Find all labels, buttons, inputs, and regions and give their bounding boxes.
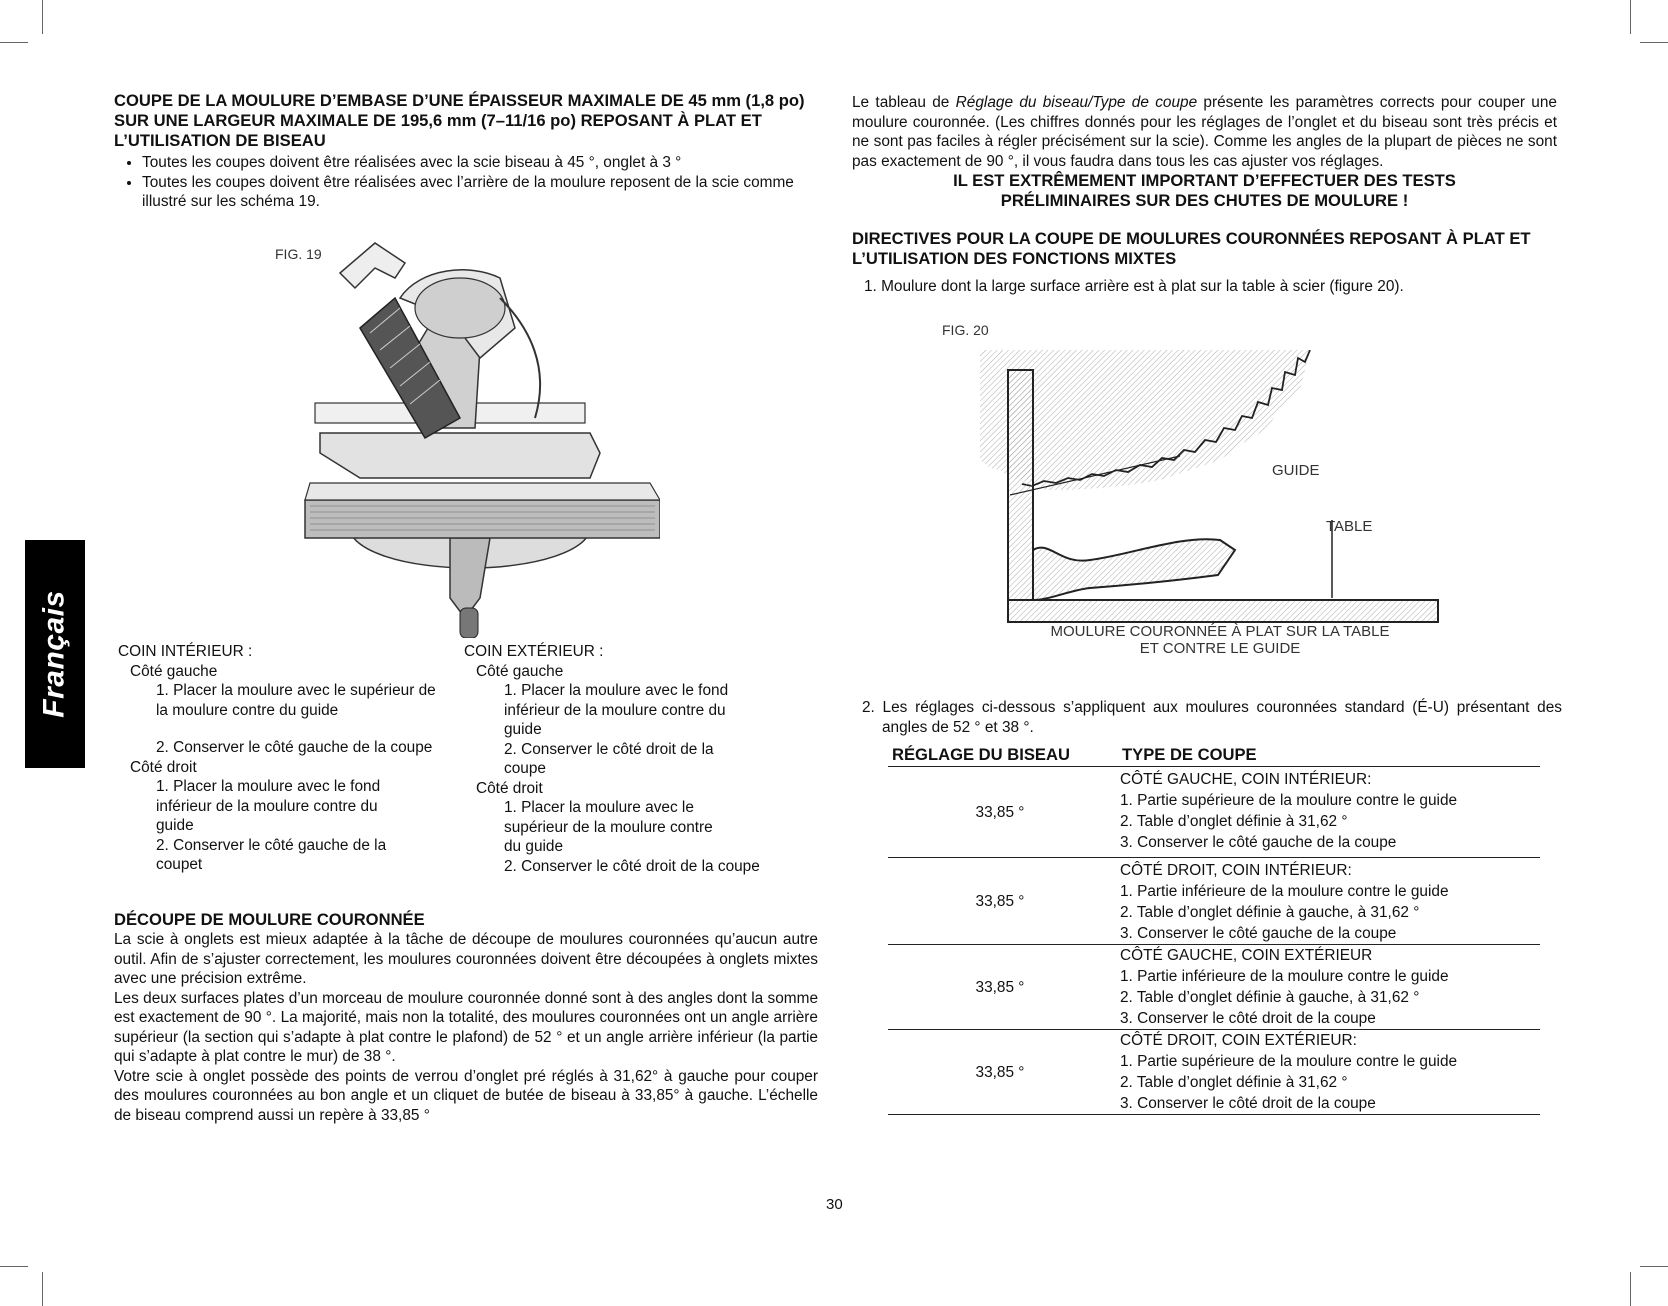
fig19-label: FIG. 19 [275, 246, 322, 262]
paragraph: Les deux surfaces plates d’un morceau de moulure couronnée donné sont à des angles dont la somme est exactement de 90 °. La majorité, mais non la totalité, des moulures couronnées ont un angle arrière supérieur (la section qui s’adapte à plat contre le plafond) de 52 ° et un angle arrière inférieur (la partie qui s’adapte à plat contre le mur) de 38 °. [114, 989, 818, 1065]
section-heading-directives: DIRECTIVES POUR LA COUPE DE MOULURES COURONNÉES REPOSANT À PLAT ET L’UTILISATION DES FONCTIONS MIXTES [852, 229, 1531, 268]
cut-step: 3. Conserver le côté droit de la coupe [1120, 1010, 1376, 1027]
cut-step: 3. Conserver le côté gauche de la coupe [1120, 925, 1397, 942]
page-number: 30 [826, 1196, 843, 1213]
step-1: 1. Moulure dont la large surface arrière est à plat sur la table à scier (figure 20). [864, 278, 1404, 295]
inner-left-side: Côté gauche [130, 662, 218, 680]
table-row [888, 858, 1540, 945]
cut-step: 1. Partie supérieure de la moulure contre le guide [1120, 792, 1458, 809]
bevel-value: 33,85 ° [888, 767, 1112, 858]
step-2: 2. Les réglages ci-dessous s’appliquent aux moulures couronnées standard (É-U) présentant des angles de 52 ° et 38 °. [862, 699, 1562, 736]
inner-corner-title: COIN INTÉRIEUR : [118, 643, 253, 660]
fig20-caption-line: MOULURE COURONNÉE À PLAT SUR LA TABLE [1050, 623, 1390, 640]
cut-title: CÔTÉ GAUCHE, COIN INTÉRIEUR: [1120, 771, 1372, 788]
cut-step: 1. Partie inférieure de la moulure contre le guide [1120, 968, 1449, 985]
inner-right-side: Côté droit [130, 758, 197, 776]
inner-left-step1: 1. Placer la moulure avec le supérieur de la moulure contre du guide [156, 682, 436, 719]
bevel-value: 33,85 ° [888, 945, 1112, 1030]
miter-saw-illustration [300, 238, 660, 638]
cut-step: 1. Partie inférieure de la moulure contre le guide [1120, 883, 1449, 900]
intro-text: Le tableau de [852, 94, 956, 111]
fig20-table-label: TABLE [1326, 518, 1373, 535]
fig20-caption-line: ET CONTRE LE GUIDE [1139, 640, 1301, 657]
cut-step: 3. Conserver le côté droit de la coupe [1120, 1095, 1376, 1112]
table-row [888, 1030, 1540, 1115]
inner-corner-list [118, 642, 448, 875]
cut-type-cell [1112, 858, 1540, 945]
cut-title: CÔTÉ DROIT, COIN INTÉRIEUR: [1120, 862, 1352, 879]
inner-right-step1: 1. Placer la moulure avec le fond inférieur de la moulure contre du guide [156, 778, 381, 834]
intro-paragraph [852, 93, 1557, 171]
crop-mark [1630, 0, 1631, 34]
section-heading-baseboard: COUPE DE LA MOULURE D’EMBASE D’UNE ÉPAISSEUR MAXIMALE DE 45 mm (1,8 po) SUR UNE LARGEUR MAXIMALE DE 195,6 mm (7–11/16 po) REPOSANT À PLAT ET L’UTILISATION DE BISEAU [114, 91, 805, 150]
cut-title: CÔTÉ DROIT, COIN EXTÉRIEUR: [1120, 1032, 1357, 1049]
cut-step: 2. Table d’onglet définie à gauche, à 31,62 ° [1120, 904, 1420, 921]
cut-step: 2. Table d’onglet définie à 31,62 ° [1120, 813, 1348, 830]
cut-title: CÔTÉ GAUCHE, COIN EXTÉRIEUR [1120, 947, 1373, 964]
cut-step: 2. Table d’onglet définie à 31,62 ° [1120, 1074, 1348, 1091]
cut-step: 1. Partie supérieure de la moulure contre le guide [1120, 1053, 1458, 1070]
outer-left-step1: 1. Placer la moulure avec le fond inférieur de la moulure contre du guide [504, 682, 729, 738]
outer-corner-list [464, 642, 794, 876]
outer-right-step1: 1. Placer la moulure avec le supérieur de la moulure contre du guide [504, 799, 713, 855]
paragraph: Votre scie à onglet possède des points de verrou d’onglet pré réglés à 31,62° à gauche pour couper des moulures couronnées au bon angle et un cliquet de butée de biseau à 33,85° à gauche. L’échelle de biseau comprend aussi un repère à 33,85 ° [114, 1067, 818, 1124]
language-tab [25, 540, 85, 768]
crown-molding-diagram [980, 350, 1450, 630]
warning-line: IL EST EXTRÊMEMENT IMPORTANT D’EFFECTUER DES TESTS [953, 171, 1456, 190]
section-heading-crown: DÉCOUPE DE MOULURE COURONNÉE [114, 910, 425, 929]
column-header-bevel: RÉGLAGE DU BISEAU [888, 744, 1112, 767]
bullet-list [114, 153, 818, 212]
bevel-value: 33,85 ° [888, 858, 1112, 945]
table-row [888, 767, 1540, 858]
cut-type-cell [1112, 1030, 1540, 1115]
outer-left-step2: 2. Conserver le côté droit de la coupe [504, 740, 714, 777]
bullet-item: • Toutes les coupes doivent être réalisées avec la scie biseau à 45 °, onglet à 3 ° [142, 153, 818, 173]
bevel-value: 33,85 ° [888, 1030, 1112, 1115]
inner-right-step2: 2. Conserver le côté gauche de la coupet [156, 836, 387, 873]
crop-mark [42, 0, 43, 34]
outer-right-side: Côté droit [476, 779, 543, 797]
cut-type-cell [1112, 945, 1540, 1030]
cut-step: 3. Conserver le côté gauche de la coupe [1120, 834, 1397, 851]
intro-emphasis: Réglage du biseau/Type de coupe [955, 94, 1198, 111]
crop-mark [0, 42, 28, 43]
table-row [888, 945, 1540, 1030]
language-tab-label: Français [38, 590, 71, 718]
fig20-guide-label: GUIDE [1272, 462, 1320, 479]
inner-left-step2: 2. Conserver le côté gauche de la coupe [156, 739, 433, 756]
crop-mark [1640, 1266, 1668, 1267]
crown-molding-section [114, 910, 818, 1125]
bevel-settings-table [888, 744, 1540, 1115]
warning-line: PRÉLIMINAIRES SUR DES CHUTES DE MOULURE ! [1000, 191, 1409, 210]
bullet-item: • Toutes les coupes doivent être réalisées avec l’arrière de la moulure reposent de la scie comme illustré sur les schéma 19. [142, 173, 818, 212]
intro-text: présente les paramètres corrects pour couper une moulure couronnée. (Les chiffres donnés pour les réglages de l’onglet et du biseau sont très précis et ne sont pas faciles à régler précisément sur la scie). Comme les angles de la plupart de pièces ne sont pas exactement de 90 °, il vous faudra dans tous les cas ajuster vos réglages. [852, 94, 1557, 170]
fig20-label: FIG. 20 [942, 322, 989, 338]
crop-mark [1630, 1272, 1631, 1306]
outer-left-side: Côté gauche [476, 662, 564, 680]
outer-corner-title: COIN EXTÉRIEUR : [464, 643, 604, 660]
crop-mark [42, 1272, 43, 1306]
right-column [852, 93, 1557, 297]
paragraph: La scie à onglets est mieux adaptée à la tâche de découpe de moulures couronnées qu’aucun autre outil. Afin de s’ajuster correctement, les moulures couronnées doivent être découpées à onglets mixtes avec une précision extrême. [114, 931, 818, 987]
column-header-cut-type: TYPE DE COUPE [1112, 744, 1540, 767]
fig20-caption [1030, 623, 1410, 657]
left-column [114, 91, 818, 212]
outer-right-step2: 2. Conserver le côté droit de la coupe [504, 857, 760, 875]
cut-type-cell [1112, 767, 1540, 858]
crop-mark [1640, 42, 1668, 43]
cut-step: 2. Table d’onglet définie à gauche, à 31,62 ° [1120, 989, 1420, 1006]
crop-mark [0, 1266, 28, 1267]
